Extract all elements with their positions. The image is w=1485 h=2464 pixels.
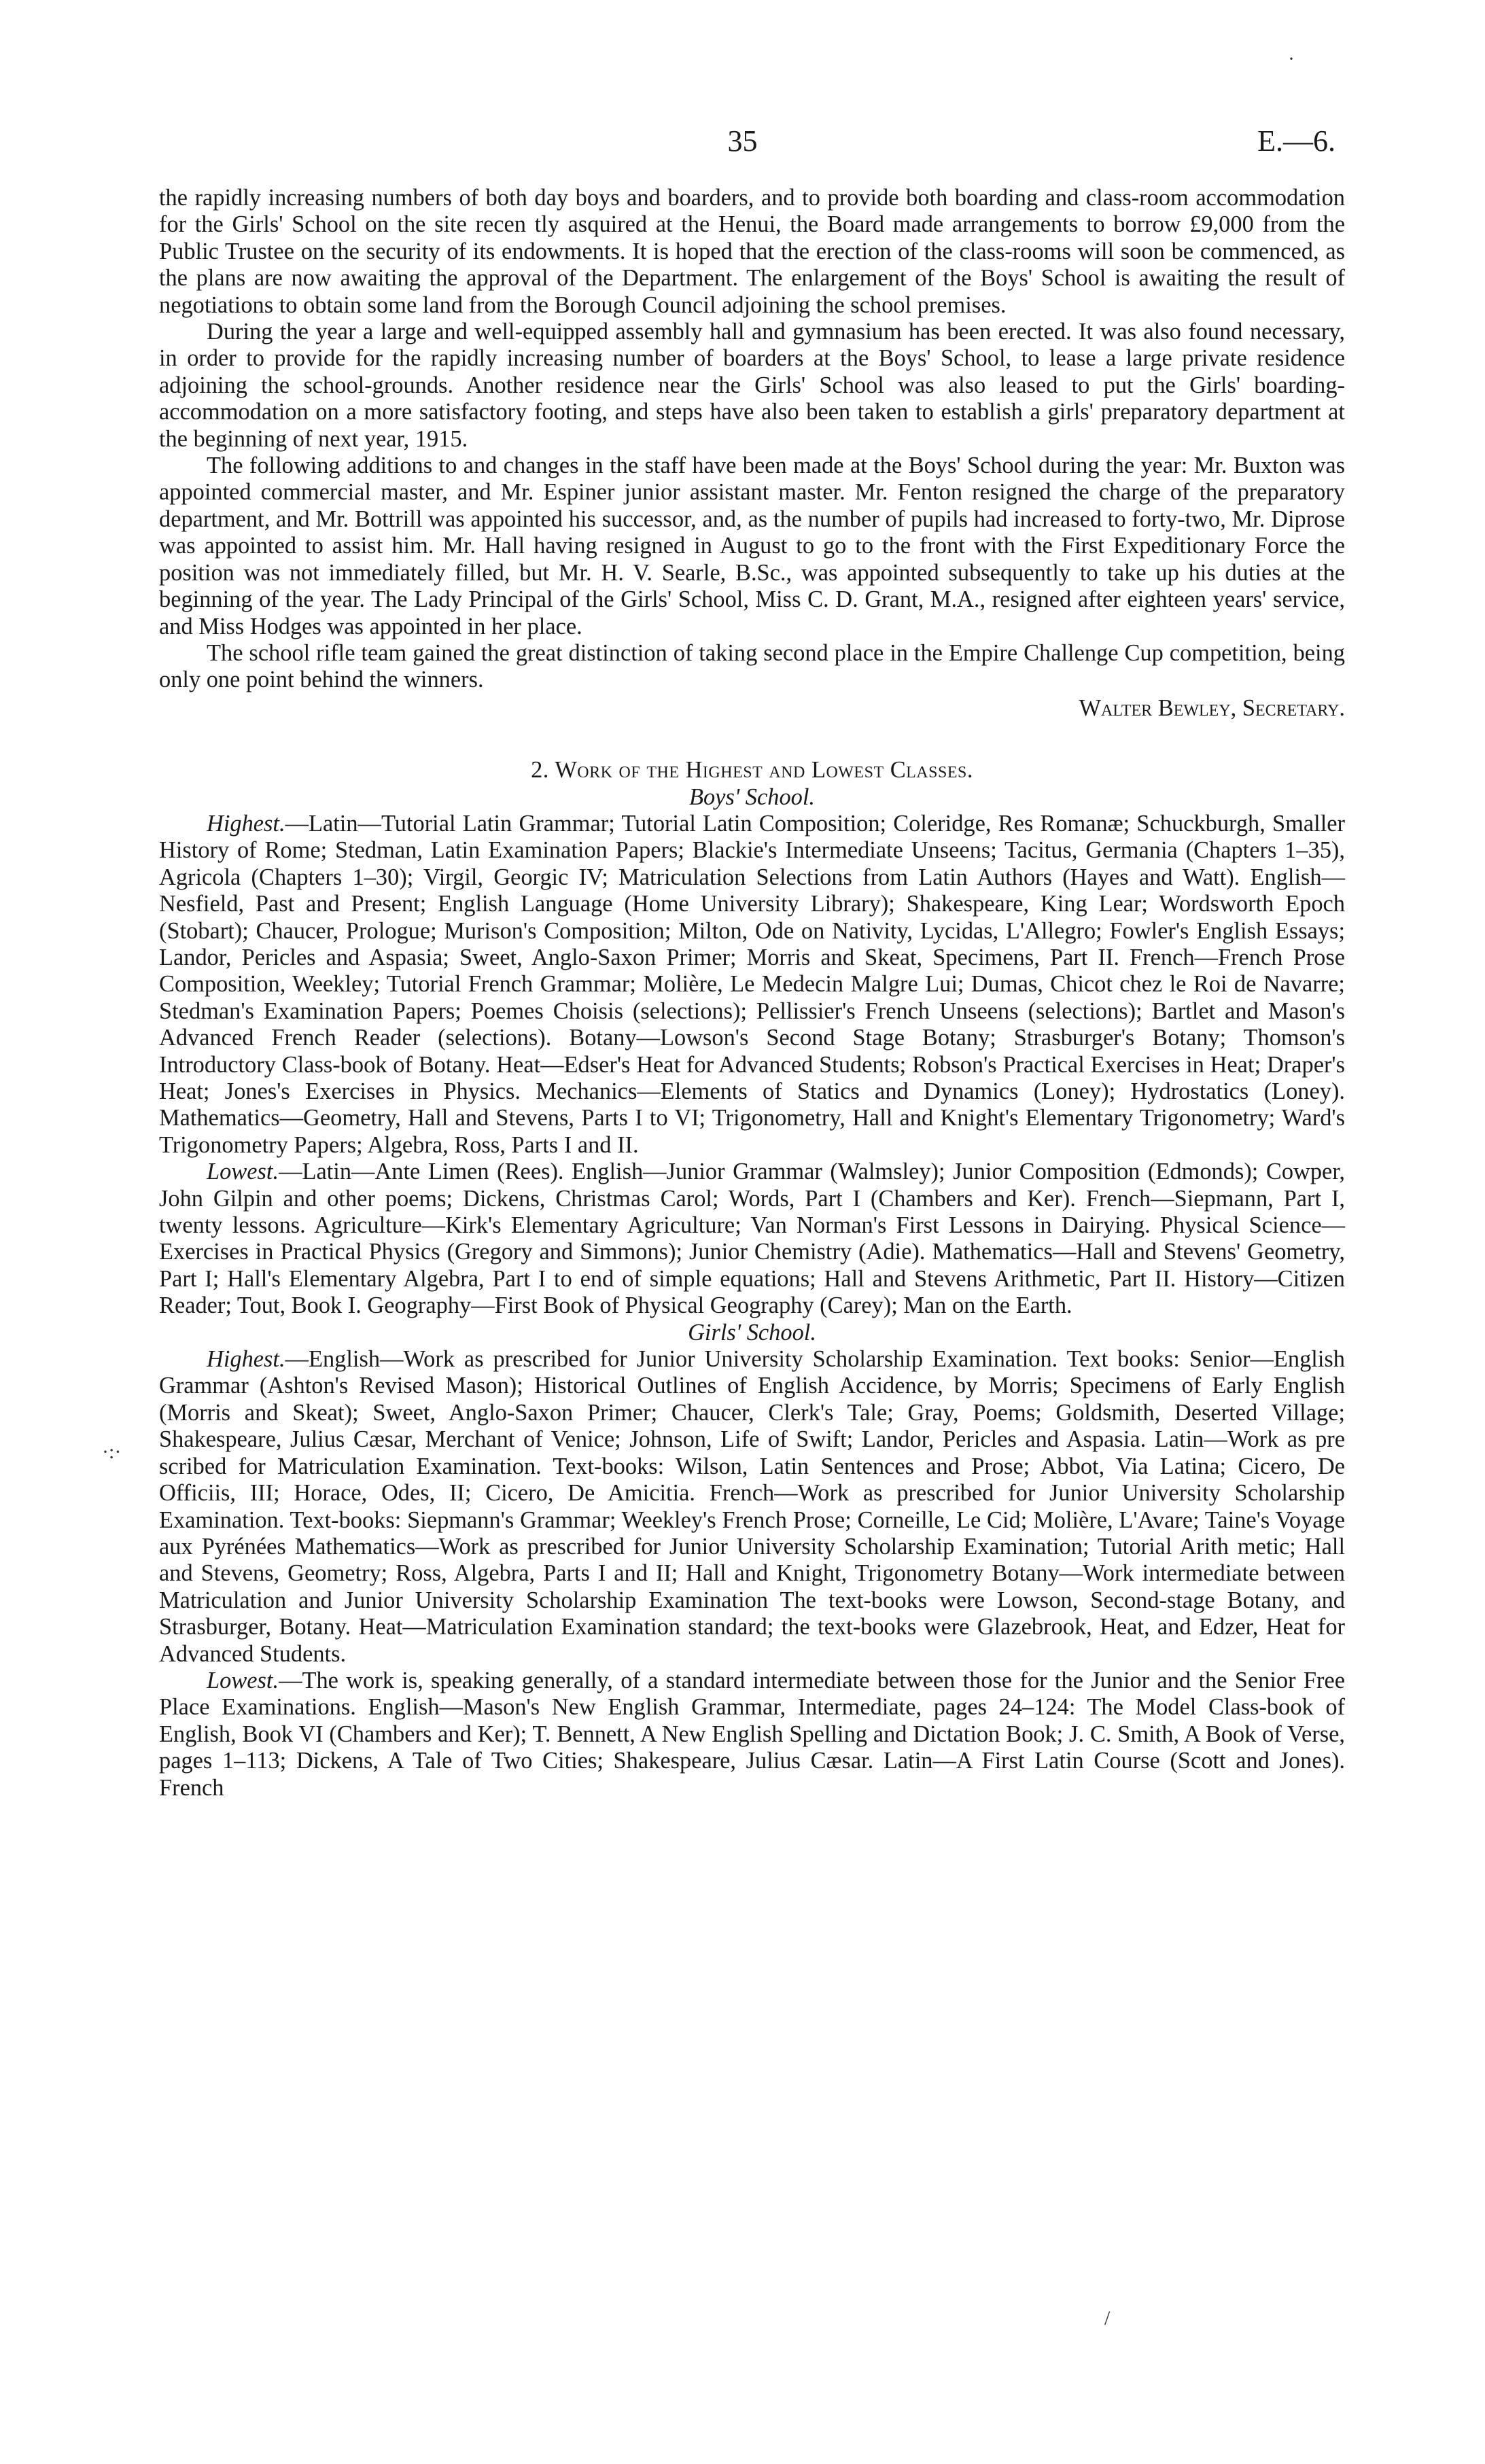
page-number: 35 [727,124,758,158]
girls-highest-label: Highest. [207,1346,285,1373]
girls-lowest-paragraph [159,1668,1345,1801]
document-reference: E.—6. [1257,124,1335,158]
paragraph-assembly-hall: During the year a large and well-equipped assembly hall and gymnasium has been erected. It was also found necessary, in order to provide for the rapidly increasing number of boarders at the Boys' School, to lease a large private residence adjoining the school-grounds. Another residence near the Girls' School was also leased to put the Girls' boarding-accommodation on a more satisfactory footing, and steps have also been taken to establish a girls' preparatory department at the beginning of next year, 1915. [159,319,1345,452]
section-title: 2. Work of the Highest and Lowest Classes. [531,757,973,784]
paragraph-staff-changes: The following additions to and changes in the staff have been made at the Boys' School during the year: Mr. Buxton was appointed commercial master, and Mr. Espiner junior assistant master. Mr. Fenton resigned the charge of the preparatory department, and Mr. Bottrill was appointed his successor, and, as the number of pupils had increased to forty-two, Mr. Diprose was appointed to assist him. Mr. Hall having resigned in August to go to the front with the First Expeditionary Force the position was not immediately filled, but Mr. H. V. Searle, B.Sc., was appointed subsequently to take up his duties at the beginning of the year. The Lady Principal of the Girls' School, Miss C. D. Grant, M.A., resigned after eighteen years' service, and Miss Hodges was appointed in her place. [159,453,1345,639]
stray-dot-mark: · [1288,48,1295,70]
boys-lowest-text: —Latin—Ante Limen (Rees). English—Junior Grammar (Walmsley); Junior Composition (Edmonds); Cowper, John Gilpin and other poems; Dickens, Christmas Carol; Words, Part I (Chambers and Ker). French—Siepmann, Part I, twenty lessons. Agriculture—Kirk's Elementary Agriculture; Van Norman's First Lessons in Dairying. Physical Science—Exercises in Practical Physics (Gregory and Simmons); Junior Chemistry (Adie). Mathematics—Hall and Stevens' Geometry, Part I; Hall's Elementary Algebra, Part I to end of simple equations; Hall and Stevens Arithmetic, Part II. History—Citizen Reader; Tout, Book I. Geography—First Book of Physical Geography (Carey); Man on the Earth. [159,1159,1345,1319]
boys-highest-label: Highest. [207,810,285,837]
girls-highest-paragraph [159,1346,1345,1668]
boys-lowest-paragraph [159,1159,1345,1319]
stray-tick-mark: / [1104,2307,1111,2329]
page-body [159,185,1345,1801]
boys-school-heading: Boys' School. [688,784,815,810]
paragraph-rifle-team: The school rifle team gained the great distinction of taking second place in the Empire Challenge Cup competition, being only one point behind the winners. [159,639,1345,693]
secretary-signature: Walter Bewley, Secretary. [1079,694,1345,721]
girls-highest-text: —English—Work as prescribed for Junior University Scholarship Examination. Text books: Senior—English Grammar (Ashton's Revised Mason); Historical Outlines of English Accidence, by Morris; Specimens of Early English (Morris and Skeat); Sweet, Anglo-Saxon Primer; Chaucer, Clerk's Tale; Gray, Poems; Goldsmith, Deserted Village; Shakespeare, Julius Cæsar, Merchant of Venice; Johnson, Life of Swift; Landor, Pericles and Aspasia. Latin—Work as pre scribed for Matriculation Examination. Text-books: Wilson, Latin Sentences and Prose; Abbot, Via Latina; Cicero, De Officiis, III; Horace, Odes, II; Cicero, De Amicitia. French—Work as prescribed for Junior University Scholarship Examination. Text-books: Siepmann's Grammar; Weekley's French Prose; Corneille, Le Cid; Molière, L'Avare; Taine's Voyage aux Pyrénées Mathematics—Work as prescribed for Junior University Scholarship Examination; Tutorial Arith metic; Hall and Stevens, Geometry; Ross, Algebra, Parts I and II; Hall and Knight, Trigonometry Botany—Work intermediate between Matriculation and Junior University Scholarship Examination The text-books were Lowson, Second-stage Botany, and Strasburger, Botany. Heat—Matriculation Examination standard; the text-books were Glazebrook, Heat, and Edzer, Heat for Advanced Students. [159,1346,1345,1667]
boys-highest-text: —Latin—Tutorial Latin Grammar; Tutorial Latin Composition; Coleridge, Res Romanæ; Schuckburgh, Smaller History of Rome; Stedman, Latin Examination Papers; Blackie's Intermediate Unseens; Tacitus, Germania (Chapters 1–35), Agricola (Chapters 1–30); Virgil, Georgic IV; Matriculation Selections from Latin Authors (Hayes and Watt). English—Nesfield, Past and Present; English Language (Home University Library); Shakespeare, King Lear; Wordsworth Epoch (Stobart); Chaucer, Prologue; Murison's Composition; Milton, Ode on Nativity, Lycidas, L'Allegro; Fowler's English Essays; Landor, Pericles and Aspasia; Sweet, Anglo-Saxon Primer; Morris and Skeat, Specimens, Part II. French—French Prose Composition, Weekley; Tutorial French Grammar; Molière, Le Medecin Malgre Lui; Dumas, Chicot chez le Roi de Navarre; Stedman's Examination Papers; Poemes Choisis (selections); Pellissier's French Unseens (selections); Bartlet and Mason's Advanced French Reader (selections). Botany—Lowson's Second Stage Botany; Strasburger's Botany; Thomson's Introductory Class-book of Botany. Heat—Edser's Heat for Advanced Students; Robson's Practical Exercises in Heat; Draper's Heat; Jones's Exercises in Physics. Mechanics—Elements of Statics and Dynamics (Loney); Hydrostatics (Loney). Mathematics—Geometry, Hall and Stevens, Parts I to VI; Trigonometry, Hall and Knight's Elementary Trigonometry; Ward's Trigonometry Papers; Algebra, Ross, Parts I and II. [159,810,1345,1158]
boys-highest-paragraph [159,811,1345,1159]
boys-lowest-label: Lowest. [207,1159,279,1185]
girls-lowest-text: —The work is, speaking generally, of a standard intermediate between those for the Junior and the Senior Free Place Examinations. English—Mason's New English Grammar, Intermediate, pages 24–124: The Model Class-book of English, Book VI (Chambers and Ker); T. Bennett, A New English Spelling and Dictation Book; J. C. Smith, A Book of Verse, pages 1–113; Dickens, A Tale of Two Cities; Shakespeare, Julius Cæsar. Latin—A First Latin Course (Scott and Jones). French [159,1667,1345,1801]
paragraph-building-loan: the rapidly increasing numbers of both day boys and boarders, and to provide both boarding and class-room accommodation for the Girls' School on the site recen tly asquired at the Henui, the Board made arrangements to borrow £9,000 from the Public Trustee on the security of its endowments. It is hoped that the erection of the class-rooms will soon be commenced, as the plans are now awaiting the approval of the Department. The enlargement of the Boys' School is awaiting the result of negotiations to obtain some land from the Borough Council adjoining the school premises. [159,185,1345,318]
stray-margin-mark: ·:· [102,1441,122,1463]
girls-school-heading: Girls' School. [688,1319,816,1345]
girls-lowest-label: Lowest. [207,1667,279,1693]
page-header [150,121,1335,169]
